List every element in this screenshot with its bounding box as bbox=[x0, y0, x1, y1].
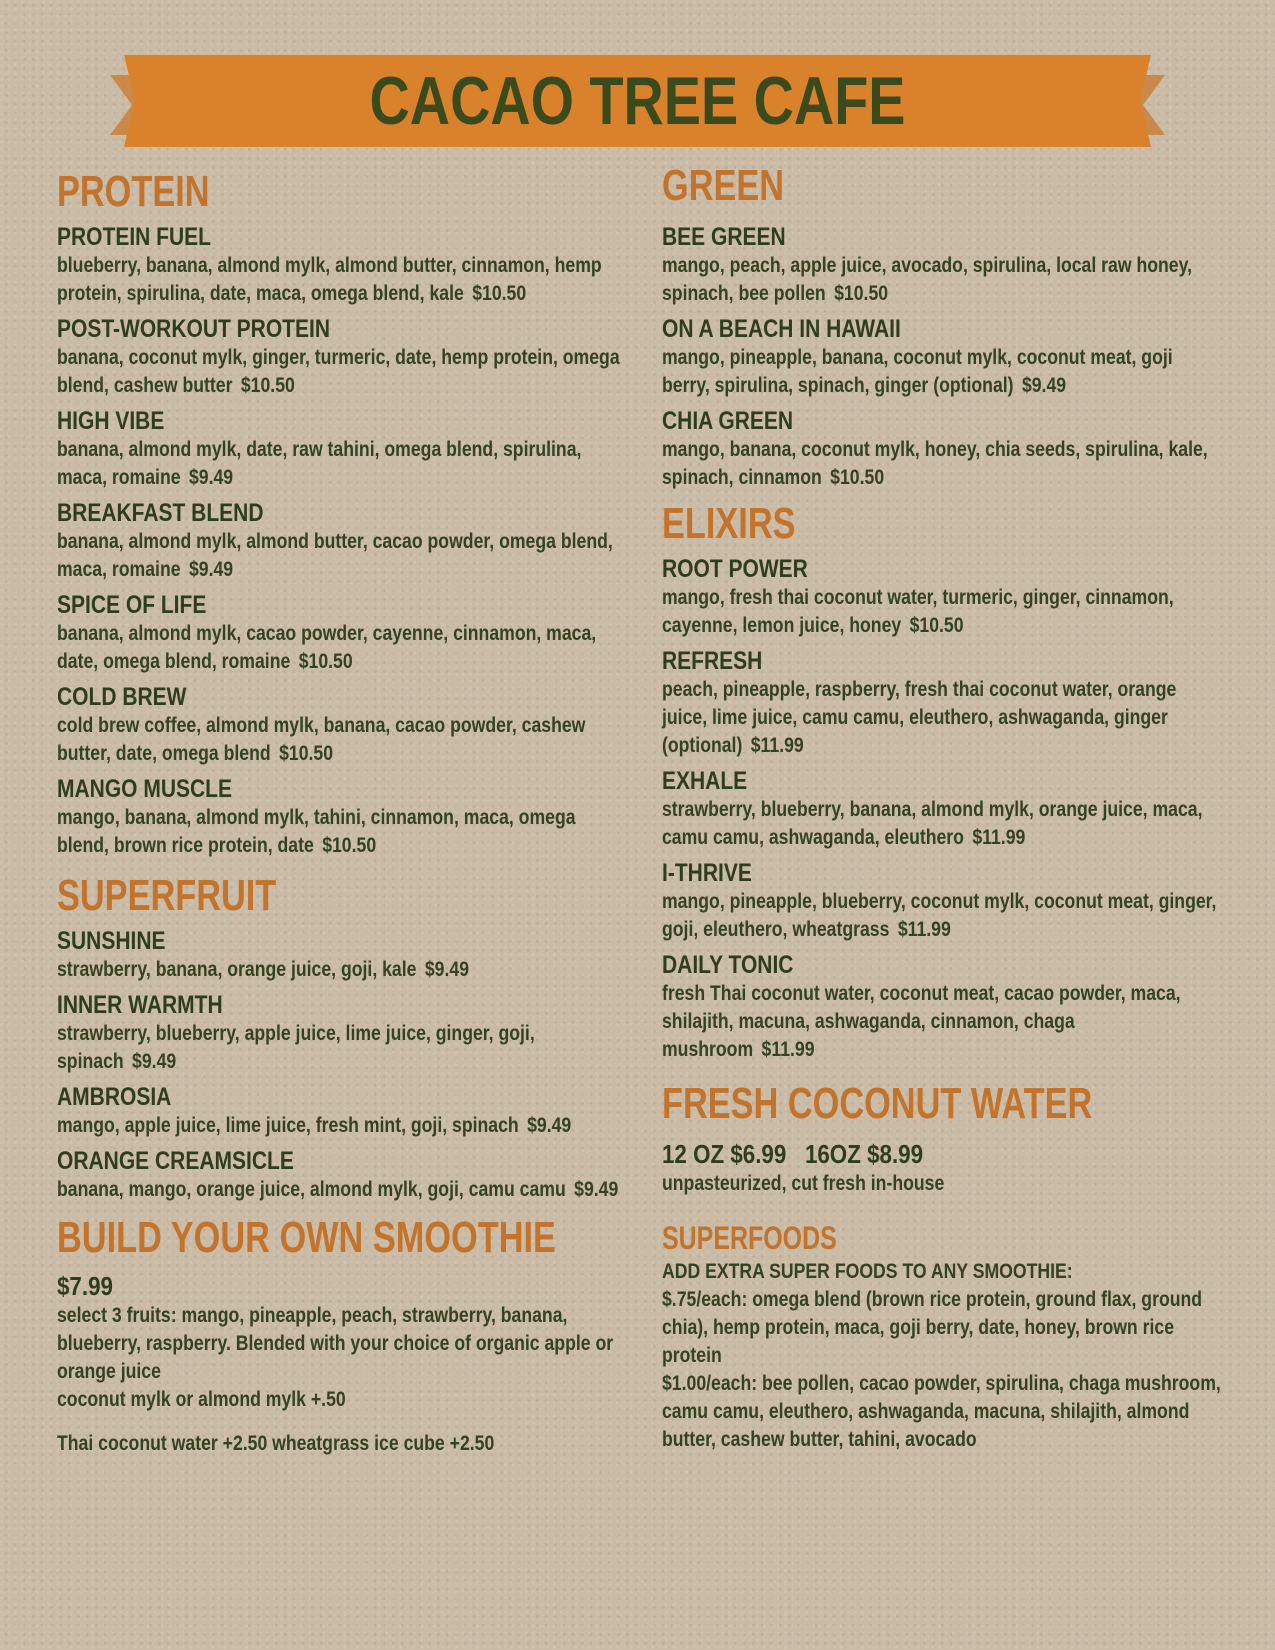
item-name: BEE GREEN bbox=[662, 223, 786, 251]
item-description: strawberry, banana, orange juice, goji, kale $9.49 bbox=[57, 958, 470, 981]
section-build-your-own bbox=[57, 1212, 617, 1458]
item-name: REFRESH bbox=[662, 647, 763, 675]
item-price: $11.99 bbox=[750, 734, 804, 757]
build-price: $7.99 bbox=[57, 1271, 113, 1301]
section-heading-coconut: FRESH COCONUT WATER bbox=[662, 1079, 1093, 1128]
item-price: $10.50 bbox=[909, 614, 964, 637]
menu-item bbox=[662, 314, 1222, 400]
item-price: $9.49 bbox=[132, 1050, 177, 1073]
menu-item bbox=[662, 646, 1222, 760]
section-heading-build: BUILD YOUR OWN SMOOTHIE bbox=[57, 1213, 556, 1262]
item-name: HIGH VIBE bbox=[57, 407, 165, 435]
section-protein bbox=[57, 166, 620, 860]
item-price: $11.99 bbox=[972, 826, 1026, 849]
item-price: $11.99 bbox=[761, 1038, 815, 1061]
menu-list-superfruit bbox=[57, 926, 617, 1204]
build-description: select 3 fruits: mango, pineapple, peach, strawberry, banana, blueberry, raspberry. Blended with your choice of organic apple or orange juice bbox=[57, 1304, 614, 1383]
item-name: PROTEIN FUEL bbox=[57, 223, 212, 251]
item-price: $9.49 bbox=[527, 1114, 572, 1137]
menu-item bbox=[662, 406, 1222, 492]
menu-item bbox=[662, 858, 1222, 944]
section-heading-elixirs: ELIXIRS bbox=[662, 499, 796, 548]
item-name: ROOT POWER bbox=[662, 555, 808, 583]
section-heading-superfruit: SUPERFRUIT bbox=[57, 871, 277, 920]
title-banner bbox=[110, 55, 1165, 147]
build-mylk-option: coconut mylk or almond mylk +.50 bbox=[57, 1388, 346, 1411]
item-description: mango, banana, coconut mylk, honey, chia seeds, spirulina, kale, spinach, cinnamon $10.50 bbox=[662, 438, 1208, 489]
item-description: banana, coconut mylk, ginger, turmeric, date, hemp protein, omega blend, cashew butter $10.50 bbox=[57, 346, 620, 397]
item-price: $9.49 bbox=[424, 958, 470, 981]
item-price: $10.50 bbox=[830, 466, 885, 489]
item-description: blueberry, banana, almond mylk, almond butter, cinnamon, hemp protein, spirulina, date, maca, omega blend, kale $10.50 bbox=[57, 254, 602, 305]
item-name: CHIA GREEN bbox=[662, 407, 794, 435]
item-name: EXHALE bbox=[662, 767, 748, 795]
item-price: $10.50 bbox=[322, 834, 377, 857]
item-name: AMBROSIA bbox=[57, 1083, 172, 1111]
item-price: $9.49 bbox=[188, 466, 234, 489]
item-name: ON A BEACH IN HAWAII bbox=[662, 315, 901, 343]
item-description: strawberry, blueberry, banana, almond mylk, orange juice, maca, camu camu, ashwaganda, eleuthero $11.99 bbox=[662, 798, 1203, 849]
menu-list-green bbox=[662, 222, 1222, 492]
build-extras: Thai coconut water +2.50 wheatgrass ice cube +2.50 bbox=[57, 1432, 495, 1455]
menu-item bbox=[662, 766, 1222, 852]
item-name: COLD BREW bbox=[57, 683, 187, 711]
menu-item bbox=[57, 774, 617, 860]
menu-item bbox=[662, 554, 1222, 640]
item-description: mango, banana, almond mylk, tahini, cinnamon, maca, omega blend, brown rice protein, date $10.50 bbox=[57, 806, 576, 857]
item-description: cold brew coffee, almond mylk, banana, cacao powder, cashew butter, date, omega blend $10.50 bbox=[57, 714, 586, 765]
item-description: mango, pineapple, banana, coconut mylk, coconut meat, goji berry, spirulina, spinach, ginger (optional) $9.49 bbox=[662, 346, 1173, 397]
right-column bbox=[662, 160, 1222, 1454]
item-name: SUNSHINE bbox=[57, 927, 166, 955]
menu-item bbox=[57, 498, 617, 584]
menu-item bbox=[57, 590, 617, 676]
section-heading-superfoods: SUPERFOODS bbox=[662, 1220, 837, 1256]
coconut-note: unpasteurized, cut fresh in-house bbox=[662, 1172, 945, 1195]
item-price: $10.50 bbox=[279, 742, 334, 765]
item-price: $10.50 bbox=[472, 282, 527, 305]
menu-item bbox=[57, 1146, 617, 1204]
menu-item bbox=[57, 222, 617, 308]
menu-item bbox=[662, 950, 1222, 1064]
section-superfoods bbox=[662, 1218, 1222, 1454]
item-price: $9.49 bbox=[1021, 374, 1067, 397]
item-price: $10.50 bbox=[240, 374, 295, 397]
menu-item bbox=[57, 926, 617, 984]
item-description: banana, almond mylk, almond butter, cacao powder, omega blend, maca, romaine $9.49 bbox=[57, 530, 613, 581]
menu-item bbox=[57, 682, 617, 768]
item-description: mango, apple juice, lime juice, fresh mint, goji, spinach $9.49 bbox=[57, 1114, 572, 1137]
section-heading-green: GREEN bbox=[662, 161, 785, 210]
superfoods-tier-75: $.75/each: omega blend (brown rice protein, ground flax, ground chia), hemp protein, maca, goji berry, date, honey, brown rice protein bbox=[662, 1288, 1203, 1367]
section-heading-protein: PROTEIN bbox=[57, 167, 210, 216]
item-price: $11.99 bbox=[897, 918, 951, 941]
item-name: I-THRIVE bbox=[662, 859, 752, 887]
item-description: strawberry, blueberry, apple juice, lime juice, ginger, goji, spinach $9.49 bbox=[57, 1022, 535, 1073]
item-name: DAILY TONIC bbox=[662, 951, 794, 979]
superfoods-intro: ADD EXTRA SUPER FOODS TO ANY SMOOTHIE: bbox=[662, 1260, 1073, 1283]
item-price: $9.49 bbox=[188, 558, 234, 581]
item-description: mango, fresh thai coconut water, turmeric, ginger, cinnamon, cayenne, lemon juice, honey $10.50 bbox=[662, 586, 1174, 637]
item-description: mango, peach, apple juice, avocado, spirulina, local raw honey, spinach, bee pollen $10.50 bbox=[662, 254, 1193, 305]
item-description: banana, mango, orange juice, almond mylk, goji, camu camu $9.49 bbox=[57, 1178, 619, 1201]
item-name: POST-WORKOUT PROTEIN bbox=[57, 315, 330, 343]
item-description: mango, pineapple, blueberry, coconut mylk, coconut meat, ginger, goji, eleuthero, wheatgrass $11.99 bbox=[662, 890, 1217, 941]
left-column bbox=[57, 160, 620, 1458]
item-description: banana, almond mylk, date, raw tahini, omega blend, spirulina, maca, romaine $9.49 bbox=[57, 438, 582, 489]
section-elixirs bbox=[662, 498, 1222, 1064]
item-description: fresh Thai coconut water, coconut meat, cacao powder, maca, shilajith, macuna, ashwaganda, cinnamon, chaga mushroom $11.99 bbox=[662, 982, 1181, 1061]
item-price: $9.49 bbox=[574, 1178, 619, 1201]
menu-item bbox=[57, 1082, 617, 1140]
item-name: INNER WARMTH bbox=[57, 991, 223, 1019]
coconut-prices: 12 OZ $6.99 16OZ $8.99 bbox=[662, 1139, 924, 1169]
item-name: BREAKFAST BLEND bbox=[57, 499, 264, 527]
menu-list-protein bbox=[57, 222, 620, 860]
item-price: $10.50 bbox=[298, 650, 353, 673]
section-green bbox=[662, 160, 1222, 492]
cafe-title: CACAO TREE CAFE bbox=[369, 63, 906, 139]
menu-list-elixirs bbox=[662, 554, 1222, 1064]
menu-item bbox=[57, 314, 620, 400]
item-price: $10.50 bbox=[834, 282, 889, 305]
item-description: banana, almond mylk, cacao powder, cayenne, cinnamon, maca, date, omega blend, romaine $10.50 bbox=[57, 622, 597, 673]
menu-item bbox=[57, 406, 617, 492]
menu-item bbox=[662, 222, 1222, 308]
menu-item bbox=[57, 990, 617, 1076]
section-coconut-water bbox=[662, 1078, 1222, 1198]
superfoods-tier-100: $1.00/each: bee pollen, cacao powder, spirulina, chaga mushroom, camu camu, eleuthero, ashwaganda, macuna, shilajith, almond butter, cashew butter, tahini, avocado bbox=[662, 1372, 1221, 1451]
item-name: ORANGE CREAMSICLE bbox=[57, 1147, 294, 1175]
item-name: SPICE OF LIFE bbox=[57, 591, 207, 619]
item-name: MANGO MUSCLE bbox=[57, 775, 232, 803]
item-description: peach, pineapple, raspberry, fresh thai coconut water, orange juice, lime juice, camu camu, eleuthero, ashwaganda, ginger (optional) $11.99 bbox=[662, 678, 1177, 757]
section-superfruit bbox=[57, 870, 617, 1204]
